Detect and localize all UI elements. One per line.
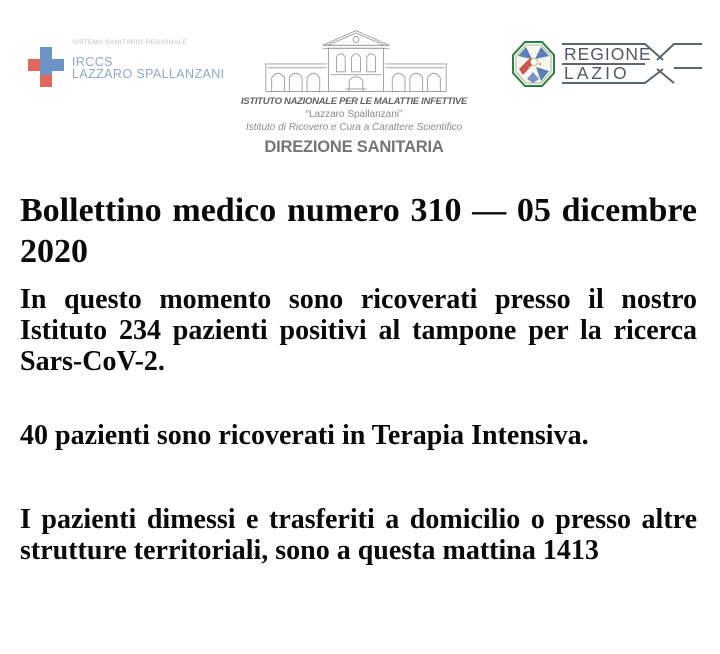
title-line: 2020 [20,233,88,270]
paragraph-line: In questo momento sono ricoverati presso il nostro [20,284,697,315]
paragraph-ricoverati [20,284,697,377]
lazio-coat-of-arms-icon [511,40,556,88]
paragraph-line: Istituto 234 pazienti positivi al tampone per la ricerca [20,315,697,346]
regione-label: REGIONE [564,44,652,64]
institute-building-icon [258,26,454,96]
paragraph-dimessi [20,504,697,566]
paragraph-line: 40 pazienti sono ricoverati in Terapia Intensiva. [20,420,589,451]
institute-department: DIREZIONE SANITARIA [264,138,444,156]
lazio-label: LAZIO [564,63,630,83]
spallanzani-label: LAZZARO SPALLANZANI [72,67,225,81]
medical-cross-icon [28,47,64,87]
irccs-spallanzani-logo [28,36,258,96]
regione-lazio-wordmark [562,40,704,88]
title-line: Bollettino medico numero 310 — 05 dicembre [20,192,697,229]
regional-health-system-label: SISTEMA SANITARIO REGIONALE [72,39,188,46]
bulletin-title [20,190,697,272]
irccs-label: IRCCS [72,55,113,69]
paragraph-line: Sars-CoV-2. [20,346,165,377]
institute-name: ISTITUTO NAZIONALE PER LE MALATTIE INFETTIVE [240,96,468,107]
paragraph-terapia-intensiva [20,420,697,451]
institute-eponym: “Lazzaro Spallanzani” [305,109,403,120]
paragraph-line: I pazienti dimessi e trasferiti a domicilio o presso altre [20,504,697,535]
paragraph-line: strutture territoriali, sono a questa mattina 1413 [20,535,599,566]
institute-classification: Istituto di Ricovero e Cura a Carattere Scientifico [245,122,463,133]
